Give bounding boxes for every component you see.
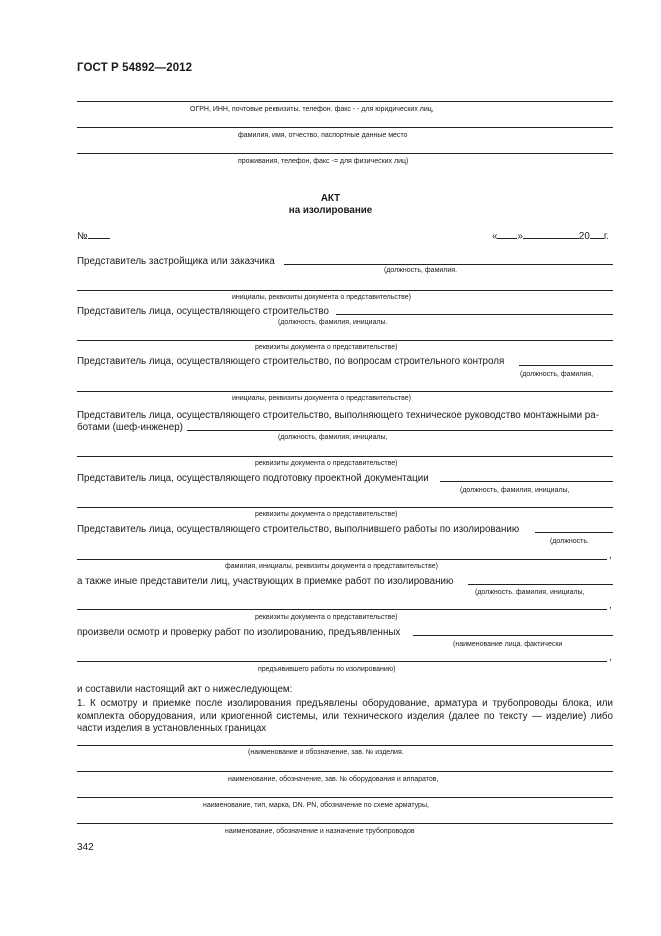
performer-caption-2: фамилия, инициалы, реквизиты документа о представительстве): [225, 563, 438, 570]
chief-field[interactable]: [187, 430, 613, 431]
customer-field-2[interactable]: [77, 290, 613, 291]
applicant-caption-3: проживания, телефон, факс -= для физических лиц): [238, 158, 409, 165]
inspect-field-2[interactable]: [77, 661, 607, 662]
performer-field[interactable]: [535, 532, 613, 533]
number-label: №: [77, 231, 88, 242]
inspect-comma: ,: [609, 652, 612, 663]
number-field[interactable]: [88, 229, 110, 239]
performer-comma: ,: [609, 550, 612, 561]
act-title: АКТ: [320, 193, 341, 204]
others-label: а также иные представители лиц, участвующих в приемке работ по изолированию: [77, 576, 454, 587]
chief-field-2[interactable]: [77, 456, 613, 457]
performer-field-2[interactable]: [77, 559, 607, 560]
applicant-caption-1: ОГРН, ИНН, почтовые реквизиты. телефон. факс - - для юридических лиц,: [190, 106, 434, 113]
performer-label: Представитель лица, осуществляющего строительство, выполнившего работы по изолированию: [77, 524, 520, 535]
performer-caption-1: (должность.: [550, 538, 589, 545]
others-field[interactable]: [468, 584, 613, 585]
act-subtitle: на изолирование: [288, 205, 373, 216]
builder-caption-2: реквизиты документа о представительстве): [255, 344, 398, 351]
customer-label: Представитель застройщика или заказчика: [77, 256, 275, 267]
design-caption-2: реквизиты документа о представительстве): [255, 511, 398, 518]
item-caption-b: наименование, обозначение, зав. № оборудования и аппаратов,: [228, 776, 439, 783]
control-field[interactable]: [519, 365, 613, 366]
chief-label-1: Представитель лица, осуществляющего строительство, выполняющего техническое руководство монтажными ра-: [77, 410, 599, 421]
others-field-2[interactable]: [77, 609, 607, 610]
control-label: Представитель лица, осуществляющего строительство, по вопросам строительного контроля: [77, 356, 505, 367]
others-comma: ,: [609, 600, 612, 611]
date-close-quote: »: [517, 231, 523, 242]
builder-field[interactable]: [336, 314, 613, 315]
standard-header: ГОСТ Р 54892—2012: [77, 62, 193, 74]
builder-label: Представитель лица, осуществляющего строительство: [77, 306, 329, 317]
page-number: 342: [77, 842, 94, 853]
builder-caption-1: (должность, фамилия, инициалы.: [278, 319, 388, 326]
applicant-line-1: [77, 101, 613, 102]
design-caption-1: (должность, фамилия, инициалы,: [460, 487, 570, 494]
item-field-d[interactable]: [77, 823, 613, 824]
inspect-label: произвели осмотр и проверку работ по изолированию, предъявленных: [77, 627, 401, 638]
month-field[interactable]: [523, 229, 579, 239]
chief-caption-2: реквизиты документа о представительстве): [255, 460, 398, 467]
control-caption-1: (должность, фамилия,: [520, 371, 594, 378]
date-open-quote: «: [492, 231, 498, 242]
item-field-c[interactable]: [77, 797, 613, 798]
inspect-caption-2: предъявившего работы по изолированию): [258, 666, 396, 673]
control-caption-2: инициалы, реквизиты документа о представительстве): [232, 395, 411, 402]
act-intro: и составили настоящий акт о нижеследующем:: [77, 684, 293, 695]
item-caption-c: наименование, тип, марка, DN. PN, обозначение по схеме арматуры,: [203, 802, 429, 809]
customer-field[interactable]: [284, 264, 613, 265]
applicant-line-2: [77, 127, 613, 128]
year-suffix: г.: [603, 231, 609, 242]
inspect-field[interactable]: [413, 635, 613, 636]
year-field[interactable]: [590, 229, 604, 239]
customer-caption-1: (должность, фамилия.: [384, 267, 458, 274]
item-field-a[interactable]: [77, 745, 613, 746]
chief-caption-1: (должность, фамилия, инициалы,: [278, 434, 388, 441]
builder-field-2[interactable]: [77, 340, 613, 341]
act-date: [492, 229, 609, 243]
item-field-b[interactable]: [77, 771, 613, 772]
day-field[interactable]: [497, 229, 517, 239]
design-field-2[interactable]: [77, 507, 613, 508]
chief-label-2: ботами (шеф-инженер): [77, 422, 183, 433]
customer-caption-2: инициалы, реквизиты документа о представительстве): [232, 294, 411, 301]
inspect-caption-1: (наименование лица. фактически: [453, 641, 563, 648]
design-label: Представитель лица, осуществляющего подготовку проектной документации: [77, 473, 429, 484]
item-caption-a: (наименование и обозначение, зав. № изделия.: [248, 749, 404, 756]
design-field[interactable]: [440, 481, 613, 482]
applicant-line-3: [77, 153, 613, 154]
others-caption-2: реквизиты документа о представительстве): [255, 614, 398, 621]
others-caption-1: (должность. фамилия, инициалы,: [475, 589, 585, 596]
year-prefix: 20: [578, 231, 590, 242]
applicant-caption-2: фамилия, имя, отчество, паспортные данные место: [238, 132, 408, 139]
control-field-2[interactable]: [77, 391, 613, 392]
act-item-1: 1. К осмотру и приемке после изолирования предъявлены оборудование, арматура и трубопроводы блока, или комплекта оборудования, или криогенной системы, или технического изделия (далее по тексту — изделие) либо части изделия в установленных границах: [77, 698, 613, 734]
item-caption-d: наименование, обозначение и назначение трубопроводов: [225, 828, 415, 835]
act-number: [77, 229, 110, 243]
